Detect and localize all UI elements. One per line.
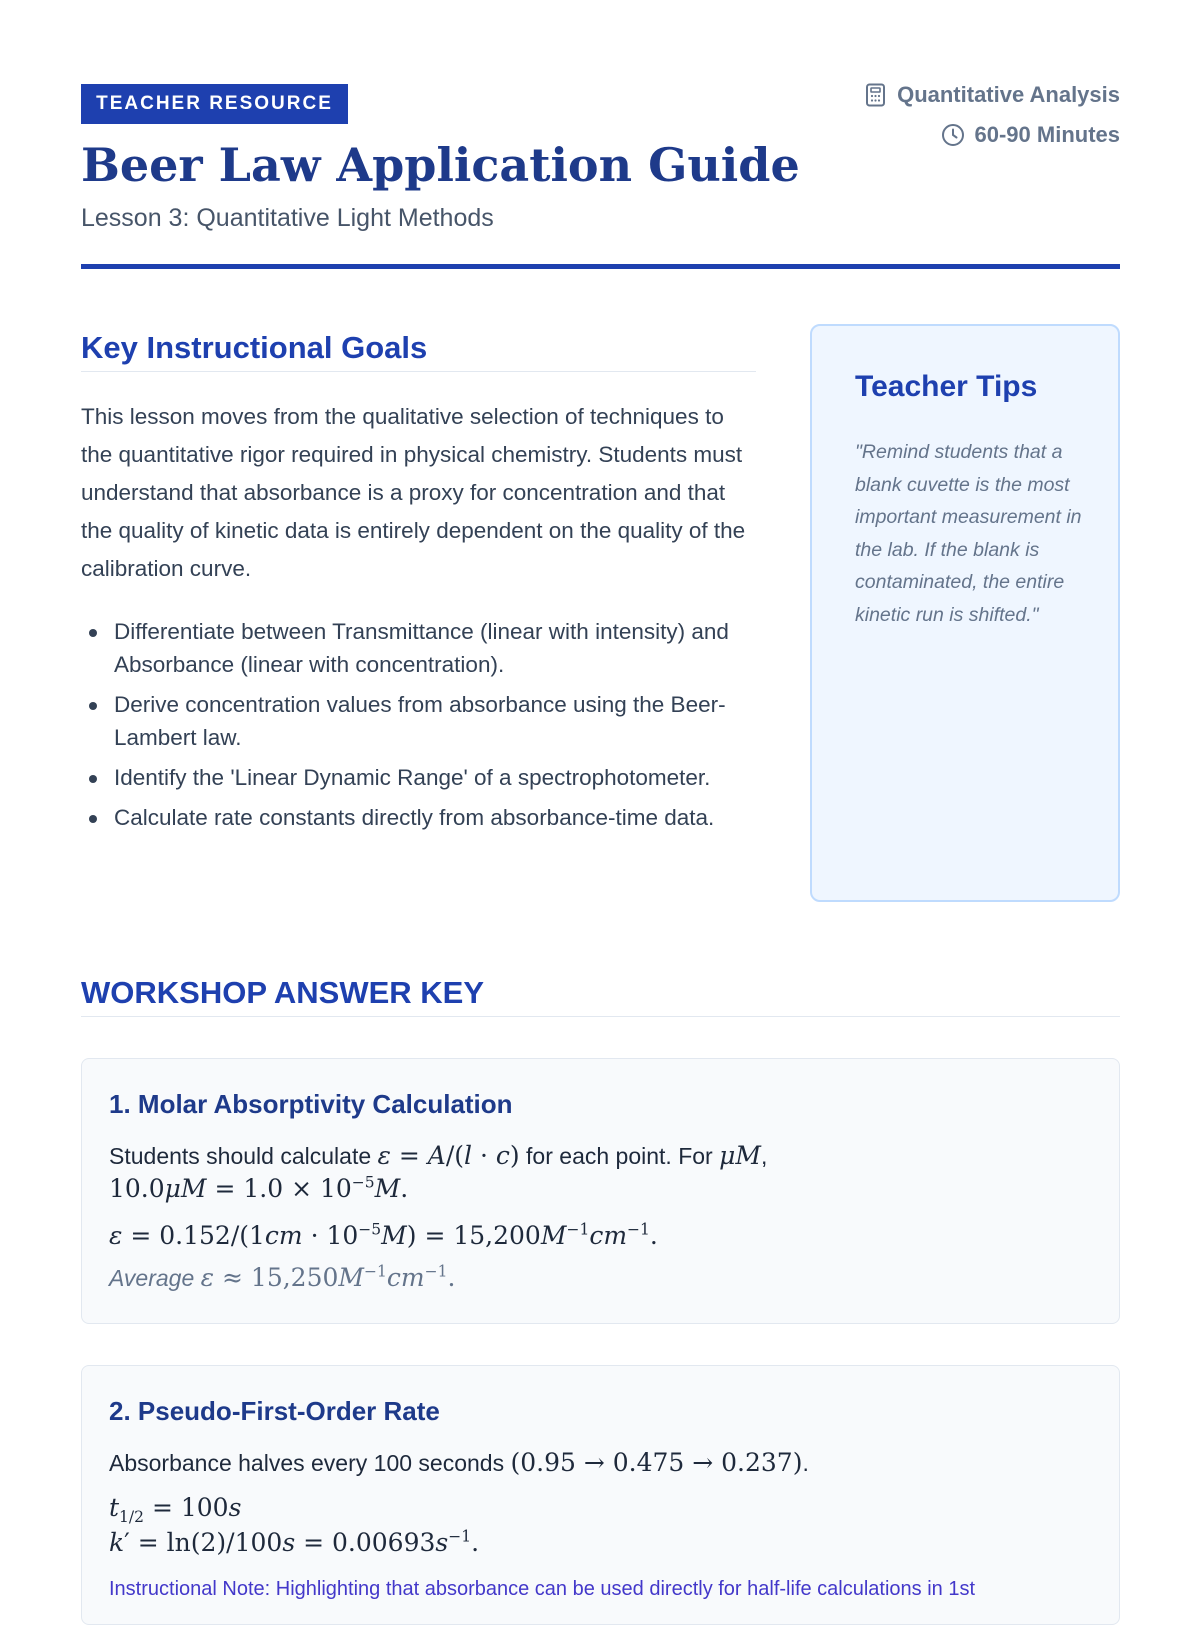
goals-divider — [81, 371, 756, 372]
calculator-icon — [865, 83, 887, 107]
workshop-divider — [81, 1016, 1120, 1017]
goals-heading: Key Instructional Goals — [81, 330, 428, 365]
meta-duration — [941, 122, 1121, 148]
page-subtitle: Lesson 3: Quantitative Light Methods — [81, 204, 494, 232]
tips-heading: Teacher Tips — [855, 370, 1038, 403]
answer-card-molar-absorptivity — [81, 1058, 1120, 1324]
list-item: Differentiate between Transmittance (linear with intensity) and Absorbance (linear with concentration). — [81, 615, 756, 681]
card-math: $\varepsilon = 0.152/(1cm \cdot 10^{-5}M) = 15,200M^{-1}cm^{-1}$. — [109, 1220, 658, 1250]
workshop-heading: WORKSHOP ANSWER KEY — [81, 975, 485, 1010]
card-text: Absorbance halves every 100 seconds (0.95 → 0.475 → 0.237). — [109, 1448, 809, 1477]
card-text: Students should calculate ε = A/(l · c) for each point. For μM, — [109, 1141, 768, 1170]
goals-list — [81, 615, 756, 841]
instructional-note: Instructional Note: Highlighting that absorbance can be used directly for half-life calculations in 1st — [109, 1578, 976, 1600]
card-title: 1. Molar Absorptivity Calculation — [109, 1089, 513, 1119]
goals-intro: This lesson moves from the qualitative selection of techniques to the quantitative rigor required in physical chemistry. Students must understand that absorbance is a proxy for concentration and that the quality of kinetic data is entirely dependent on the quality of the calibration curve. — [81, 404, 746, 581]
list-item: Calculate rate constants directly from absorbance-time data. — [81, 801, 756, 834]
clock-icon — [941, 123, 965, 147]
card-math: $k' = \ln(2)/100s = 0.00693s^{-1}$. — [109, 1527, 480, 1557]
card-math-average: Average $\varepsilon \approx 15,250M^{-1}cm^{-1}$. — [109, 1262, 456, 1292]
meta-label: Quantitative Analysis — [897, 82, 1120, 107]
meta-label: 60-90 Minutes — [974, 122, 1120, 147]
header-divider — [81, 264, 1120, 269]
answer-card-pseudo-first-order — [81, 1365, 1120, 1625]
tips-quote: "Remind students that a blank cuvette is the most important measurement in the lab. If the blank is contaminated, the entire kinetic run is shifted." — [855, 441, 1082, 626]
card-math: $10.0\mu M = 1.0 \times 10^{-5}M$. — [109, 1173, 409, 1203]
list-item: Derive concentration values from absorbance using the Beer-Lambert law. — [81, 688, 756, 754]
teacher-resource-badge: TEACHER RESOURCE — [81, 84, 348, 124]
teacher-tips-panel — [810, 324, 1120, 902]
page-title: Beer Law Application Guide — [81, 138, 800, 192]
meta-quantitative-analysis — [865, 82, 1120, 108]
card-title: 2. Pseudo-First-Order Rate — [109, 1396, 440, 1426]
list-item: Identify the 'Linear Dynamic Range' of a spectrophotometer. — [81, 761, 756, 794]
card-math: $t_{1/2} = 100s$ — [109, 1493, 242, 1526]
